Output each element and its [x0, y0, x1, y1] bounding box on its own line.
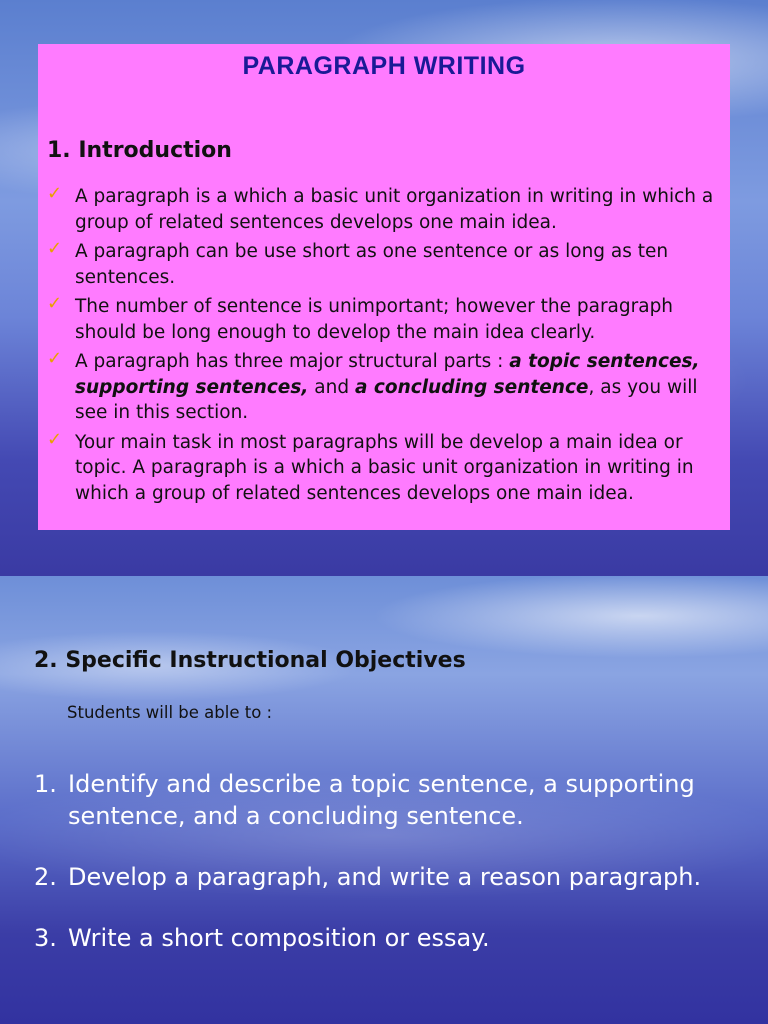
checkmark-icon: ✓	[47, 183, 63, 204]
checkmark-icon: ✓	[47, 348, 63, 369]
list-item-text-end: , as you will see in this section.	[75, 376, 698, 423]
objectives-intro: Students will be able to :	[67, 703, 273, 722]
objective-text: Identify and describe a topic sentence, a supporting sentence, and a concluding sentence.	[68, 770, 695, 830]
list-item-text: A paragraph can be use short as one sentence or as long as ten sentences.	[75, 241, 669, 288]
objective-item	[34, 861, 754, 893]
objective-number: 2.	[34, 863, 57, 891]
list-item-text: Your main task in most paragraphs will be develop a main idea or topic. A paragraph is a which a basic unit organization in writing in which a group of related sentences develops one main idea.	[75, 431, 694, 504]
slide-objectives	[0, 576, 768, 1024]
list-item-text-start: A paragraph has three major structural parts :	[75, 351, 510, 372]
list-item	[47, 349, 727, 426]
list-item	[47, 184, 727, 235]
emphasis-topic-supporting: a topic sentences, supporting sentences,	[75, 351, 700, 398]
checkmark-icon: ✓	[47, 238, 63, 259]
list-item-text: The number of sentence is unimportant; however the paragraph should be long enough to develop the main idea clearly.	[75, 296, 674, 343]
emphasis-concluding: a concluding sentence	[354, 376, 589, 398]
introduction-list	[47, 184, 727, 510]
section-heading-introduction: 1. Introduction	[47, 138, 232, 163]
objectives-list	[34, 768, 754, 983]
list-item-text: A paragraph is a which a basic unit organization in writing in which a group of related sentences develops one main idea.	[75, 186, 714, 233]
objective-item	[34, 768, 754, 832]
objective-number: 3.	[34, 924, 57, 952]
section-heading-objectives: 2. Specific Instructional Objectives	[34, 648, 466, 673]
slide-title: PARAGRAPH WRITING	[242, 52, 526, 80]
list-item-text-mid: and	[308, 376, 355, 398]
list-item	[47, 430, 727, 507]
list-item	[47, 239, 727, 290]
objective-item	[34, 922, 754, 954]
checkmark-icon: ✓	[47, 293, 63, 314]
objective-text: Write a short composition or essay.	[68, 924, 490, 952]
list-item	[47, 294, 727, 345]
objective-text: Develop a paragraph, and write a reason paragraph.	[68, 863, 702, 891]
checkmark-icon: ✓	[47, 428, 63, 450]
objective-number: 1.	[34, 770, 57, 798]
